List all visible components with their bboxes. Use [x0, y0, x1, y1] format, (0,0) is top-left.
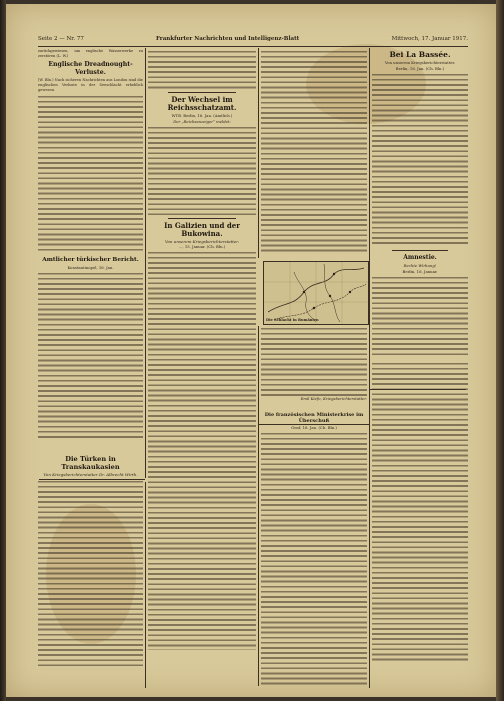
column-rule: [258, 326, 259, 686]
page-header: [38, 34, 468, 47]
col2-article2-byline: Von unserem Kriegsberichterstatter.: [164, 239, 240, 244]
col4-section-subtitle: Von unserem Kriegsberichterstatter.: [384, 60, 456, 65]
col1-article2-headline: Amtlicher türkischer Bericht.: [42, 257, 139, 264]
col3-signature: Emil Kiefo, Kriegsberichterstatter.: [300, 396, 367, 401]
col3-top-body: [261, 49, 367, 254]
col4-article2-body: [372, 275, 468, 355]
col2-article1-lead: Der „Reichsanzeiger“ meldet:: [173, 119, 231, 124]
col4-section-title: Bei La Bassée.: [389, 50, 451, 59]
col2-article1-headline: Der Wechsel im Reichsschatzamt.: [167, 95, 237, 112]
col4-article2-headline: Amnestie.: [403, 254, 437, 261]
col3-article1-body: [261, 431, 367, 686]
col3-article1-headline: Die französischen Ministerkrise im Überschuß: [264, 412, 364, 424]
col2-article1-dateline: WTB. Berlin, 16. Jan. (Amtlich.): [171, 113, 233, 118]
column-rule: [258, 48, 259, 258]
header-masthead: Frankfurter Nachrichten und Intelligenz-Blatt: [156, 36, 300, 42]
page-edge: [496, 0, 504, 701]
war-map: [263, 261, 369, 325]
col1-article1-headline: Englische Dreadnought-Verluste.: [48, 61, 133, 77]
column-1: [38, 49, 143, 689]
column-rule: [145, 482, 146, 688]
col1-article3-body: [38, 479, 143, 669]
map-caption: Die Schlacht in Rumänien: [266, 318, 319, 322]
header-page-number: Seite 2 — Nr. 77: [38, 36, 84, 42]
col2-article1-body: [148, 125, 256, 215]
col2-article2-dateline: ..., 15. Januar. (Ch. Bln.): [178, 244, 226, 249]
col2-article2-body: [148, 250, 256, 650]
col4-article1-body: [372, 72, 468, 247]
column-3-lower: [261, 326, 367, 686]
header-date: Mittwoch, 17. Januar 1917.: [391, 36, 468, 42]
col1-article3-headline: Die Türken in Transkaukasien: [61, 455, 120, 472]
col3-article1-dateline: Genf, 16. Jan. (Ch. Bln.): [291, 425, 337, 430]
map-graphic: [264, 262, 368, 324]
col1-article1-body: [38, 94, 143, 254]
col4-article2-subtitle: Rechte Wirkung!: [403, 263, 437, 268]
col4-article2-dateline: Berlin, 16. Januar.: [402, 269, 438, 274]
col1-lead-text: zurückgewiesen, um englische Wasserwerke zu zerstören (L. W.): [38, 49, 143, 59]
column-4: [372, 49, 468, 689]
col2-article2-headline: In Galizien und der Bukowina.: [164, 221, 240, 238]
col1-article2-body: [38, 271, 143, 441]
column-2: [148, 49, 256, 689]
col1-article3-byline: Von Kriegsberichterstatter Dr. Albrecht Wirth.: [43, 472, 138, 478]
col1-article1-text: (W. Bln.) Nach sicheren Nachrichten aus London sind die englischen Verluste in der Seeschlacht erheblich gewesen.: [38, 78, 143, 93]
col1-article2-dateline: Konstantinopel, 16. Jan.: [67, 265, 114, 271]
col2-top-body: [148, 49, 256, 89]
column-rule: [369, 48, 370, 688]
col4-article3-body: [372, 361, 468, 661]
col4-article1-dateline: Berlin, 16. Jan. (Ch. Bln.): [395, 66, 445, 71]
newspaper-page: [6, 4, 496, 697]
column-rule: [145, 48, 146, 478]
col3-body-below-map: [261, 326, 367, 396]
